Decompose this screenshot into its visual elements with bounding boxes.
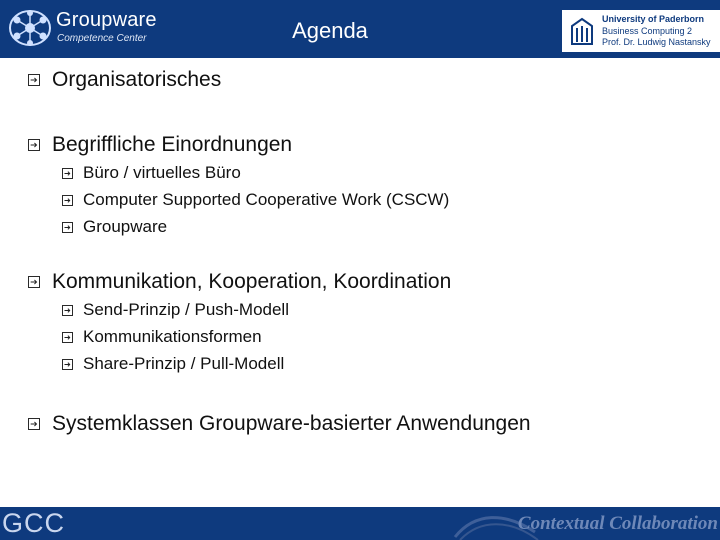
agenda-subitem-label: Groupware <box>83 217 168 236</box>
footer-slogan: Contextual Collaboration <box>517 513 718 534</box>
arrow-right-box-icon <box>62 195 73 206</box>
university-emblem-icon <box>568 16 596 48</box>
university-badge <box>562 10 720 52</box>
university-professor: Prof. Dr. Ludwig Nastansky <box>602 37 711 47</box>
agenda-subitem-label: Send-Prinzip / Push-Modell <box>83 300 289 319</box>
arrow-right-box-icon <box>62 222 73 233</box>
agenda-item <box>28 133 292 157</box>
footer-bar <box>0 507 720 540</box>
agenda-subitem-label: Computer Supported Cooperative Work (CSCW) <box>83 190 450 209</box>
agenda-item-label: Organisatorisches <box>52 68 222 91</box>
logo-title: Groupware <box>56 9 157 31</box>
arrow-right-box-icon <box>62 332 73 343</box>
agenda-item <box>28 412 531 436</box>
footer-logo-text: GCC <box>2 508 65 538</box>
agenda-subitem <box>62 300 289 320</box>
agenda-subitem-label: Share-Prinzip / Pull-Modell <box>83 354 285 373</box>
agenda-item-label: Begriffliche Einordnungen <box>52 133 293 156</box>
agenda-subitem <box>62 354 284 374</box>
arrow-right-box-icon <box>28 276 40 288</box>
agenda-subitem-label: Büro / virtuelles Büro <box>83 163 241 182</box>
agenda-item <box>28 68 221 92</box>
agenda-subitem <box>62 163 241 183</box>
logo-subtitle: Competence Center <box>57 33 147 44</box>
agenda-subitem-label: Kommunikationsformen <box>83 327 262 346</box>
university-name: University of Paderborn <box>602 14 705 24</box>
arrow-right-box-icon <box>62 359 73 370</box>
agenda-subitem <box>62 327 262 347</box>
arrow-right-box-icon <box>28 139 40 151</box>
groupware-logo <box>8 6 157 50</box>
agenda-item-label: Kommunikation, Kooperation, Koordination <box>52 270 452 293</box>
agenda-subitem <box>62 217 167 237</box>
agenda-subitem <box>62 190 449 210</box>
arrow-right-box-icon <box>28 418 40 430</box>
agenda-item-label: Systemklassen Groupware-basierter Anwendungen <box>52 412 531 435</box>
agenda-item <box>28 270 451 294</box>
slide-title: Agenda <box>292 18 368 43</box>
arrow-right-box-icon <box>62 305 73 316</box>
header-bar <box>0 0 720 58</box>
arrow-right-box-icon <box>28 74 40 86</box>
university-department: Business Computing 2 <box>602 26 693 36</box>
groupware-network-logo-icon <box>8 8 52 48</box>
arrow-right-box-icon <box>62 168 73 179</box>
